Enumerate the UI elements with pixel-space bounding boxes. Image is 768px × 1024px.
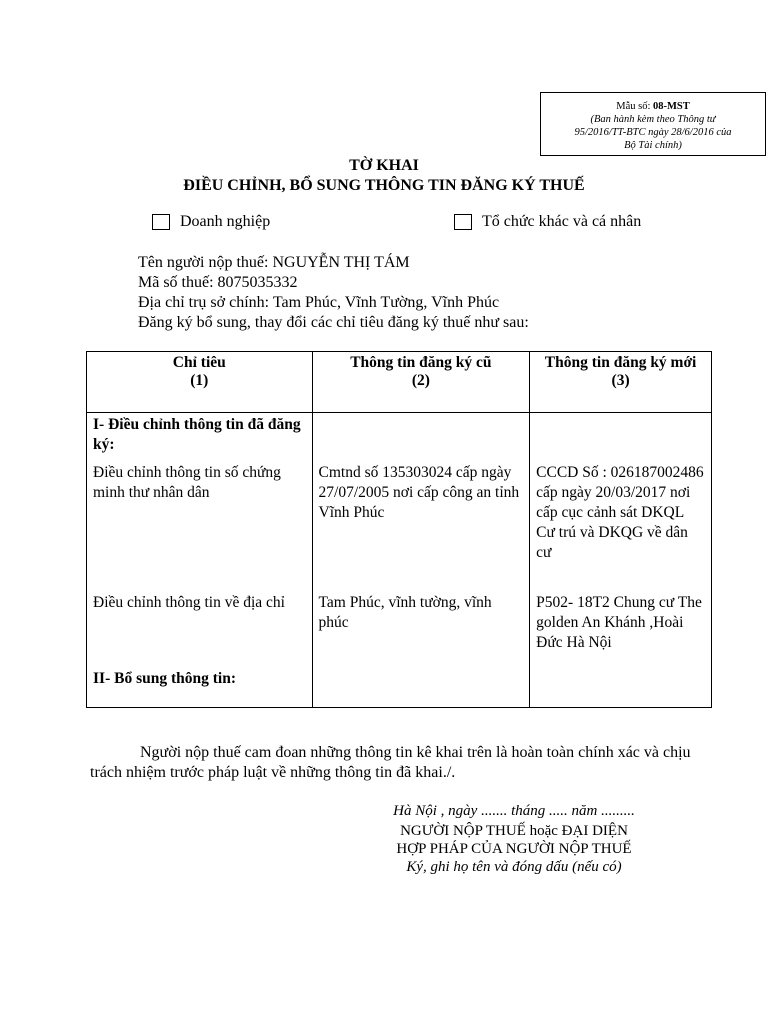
checkbox-enterprise[interactable]: [152, 214, 170, 230]
header-item-title: Chỉ tiêu: [172, 354, 226, 371]
header-old-number: (2): [411, 372, 430, 389]
row2-old: Tam Phúc, vĩnh tường, vĩnh phúc: [318, 594, 492, 631]
page-title: TỜ KHAI: [349, 157, 419, 174]
table-row: [87, 463, 712, 593]
checkbox-other-label: Tổ chức khác và cá nhân: [482, 213, 642, 230]
header-old-info: [312, 352, 530, 413]
header-new-title: Thông tin đăng ký mới: [544, 354, 697, 371]
table-header-row: [87, 352, 712, 413]
signer-title-line1: NGƯỜI NỘP THUẾ hoặc ĐẠI DIỆN: [400, 823, 628, 839]
tax-code-label: Mã số thuế:: [138, 274, 214, 291]
table-row: [87, 593, 712, 669]
registration-table: [86, 351, 712, 708]
form-code-box: [540, 92, 766, 156]
header-item-number: (1): [190, 372, 209, 389]
header-item: [87, 352, 313, 413]
row2-new: P502- 18T2 Chung cư The golden An Khánh ,Hoài Đức Hà Nội: [536, 594, 702, 651]
header-new-info: [530, 352, 712, 413]
header-new-number: (3): [611, 372, 630, 389]
form-code-label: Mẫu số:: [616, 101, 651, 112]
checkbox-other[interactable]: [454, 214, 472, 230]
row1-new: CCCD Số : 026187002486 cấp ngày 20/03/2017 nơi cấp cục cảnh sát DKQL Cư trú và DKQG về dân cư: [536, 464, 704, 561]
table-row: [87, 669, 712, 708]
taxpayer-name-label: Tên người nộp thuế:: [138, 254, 269, 271]
form-note-line1: (Ban hành kèm theo Thông tư: [590, 114, 716, 125]
address-line: [138, 293, 499, 312]
row1-old: Cmtnd số 135303024 cấp ngày 27/07/2005 nơi cấp công an tỉnh Vĩnh Phúc: [318, 464, 520, 521]
registration-intro: Đăng ký bổ sung, thay đổi các chỉ tiêu đăng ký thuế như sau:: [138, 314, 529, 331]
form-code-line: [541, 100, 765, 113]
date-line: Hà Nội , ngày ....... tháng ..... năm .........: [393, 803, 635, 819]
checkbox-enterprise-label: Doanh nghiệp: [180, 213, 271, 230]
taxpayer-name: NGUYỄN THỊ TÁM: [272, 254, 410, 271]
signer-title-line2: HỢP PHÁP CỦA NGƯỜI NỘP THUẾ: [396, 841, 632, 857]
form-code: 08-MST: [653, 101, 690, 112]
checkbox-enterprise-row[interactable]: [152, 213, 270, 231]
form-note-line3: Bộ Tài chính): [624, 140, 682, 151]
signature-instruction: Ký, ghi họ tên và đóng dấu (nếu có): [406, 859, 622, 875]
commitment-text: Người nộp thuế cam đoan những thông tin kê khai trên là hoàn toàn chính xác và chịu trách nhiệm trước pháp luật về những thông tin đã khai./.: [90, 744, 691, 781]
row1-item: Điều chỉnh thông tin số chứng minh thư nhân dân: [93, 464, 281, 501]
checkbox-other-row[interactable]: [454, 213, 641, 231]
tax-code: 8075035332: [217, 274, 298, 291]
header-old-title: Thông tin đăng ký cũ: [350, 354, 492, 371]
row2-item: Điều chỉnh thông tin về địa chỉ: [93, 594, 285, 611]
address-label: Địa chỉ trụ sở chính:: [138, 294, 270, 311]
section-adjust-title: I- Điều chỉnh thông tin đã đăng ký:: [93, 416, 301, 453]
page-subtitle: ĐIỀU CHỈNH, BỔ SUNG THÔNG TIN ĐĂNG KÝ THUẾ: [183, 177, 585, 194]
tax-code-line: [138, 273, 298, 292]
form-note-line2: 95/2016/TT-BTC ngày 28/6/2016 của: [574, 127, 732, 138]
table-row: [87, 413, 712, 464]
section-supplement-title: II- Bổ sung thông tin:: [93, 670, 236, 687]
address-value: Tam Phúc, Vĩnh Tường, Vĩnh Phúc: [272, 294, 500, 311]
taxpayer-name-line: [138, 253, 410, 272]
